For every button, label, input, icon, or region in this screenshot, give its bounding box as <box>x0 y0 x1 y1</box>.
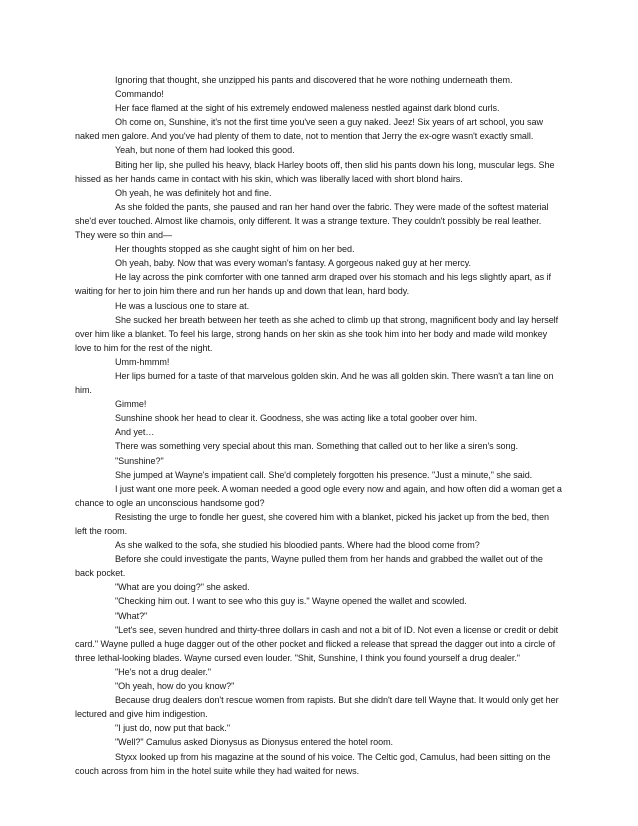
paragraph: Oh come on, Sunshine, it's not the first time you've seen a guy naked. Jeez! Six years of art school, you saw naked men galore. And you've had plenty of them to date, not to mention that Jerry the ex-ogre wasn't exactly small. <box>75 117 543 142</box>
paragraph: "Checking him out. I want to see who this guy is." Wayne opened the wallet and scowled. <box>115 596 467 607</box>
paragraph: Before she could investigate the pants, Wayne pulled them from her hands and grabbed the wallet out of the back pocket. <box>75 554 543 579</box>
paragraph: "Well?" Camulus asked Dionysus as Dionysus entered the hotel room. <box>115 737 394 748</box>
paragraph: Because drug dealers don't rescue women from rapists. But she didn't dare tell Wayne that. It would only get her lectured and give him indigestion. <box>75 695 559 720</box>
paragraph: He was a luscious one to stare at. <box>115 300 250 311</box>
paragraph: Umm-hmmm! <box>115 356 170 367</box>
document-page <box>75 73 563 778</box>
paragraph: Resisting the urge to fondle her guest, she covered him with a blanket, picked his jacket up from the bed, then left the room. <box>75 511 549 536</box>
paragraph: "He's not a drug dealer." <box>115 666 211 677</box>
paragraph: "What?" <box>115 610 148 621</box>
paragraph: I just want one more peek. A woman needed a good ogle every now and again, and how often did a woman get a chance to ogle an unconscious handsome god? <box>75 483 562 508</box>
paragraph: She sucked her breath between her teeth as she ached to climb up that strong, magnificent body and lay herself over him like a blanket. To feel his large, strong hands on her skin as she took him into her body and made wild monkey love to him for the rest of the night. <box>75 314 559 353</box>
paragraph: "I just do, now put that back." <box>115 723 231 734</box>
paragraph: Ignoring that thought, she unzipped his pants and discovered that he wore nothing underneath them. <box>115 75 513 85</box>
paragraph: Sunshine shook her head to clear it. Goodness, she was acting like a total goober over him. <box>115 413 478 424</box>
paragraph: Oh yeah, baby. Now that was every woman's fantasy. A gorgeous naked guy at her mercy. <box>115 258 472 269</box>
paragraph: "Oh yeah, how do you know?" <box>115 681 235 692</box>
paragraph: He lay across the pink comforter with one tanned arm draped over his stomach and his legs slightly apart, as if waiting for her to join him there and run her hands up and down that lean, hard body. <box>75 272 551 297</box>
paragraph: Oh yeah, he was definitely hot and fine. <box>115 187 272 198</box>
paragraph: And yet… <box>115 427 155 438</box>
paragraph: "Sunshine?" <box>115 455 164 466</box>
paragraph: Styxx looked up from his magazine at the sound of his voice. The Celtic god, Camulus, had been sitting on the couch across from him in the hotel suite while they had waited for news. <box>75 751 551 776</box>
paragraph: There was something very special about this man. Something that called out to her like a siren's song. <box>115 441 518 452</box>
paragraph: Commando! <box>115 89 164 100</box>
paragraph: Her thoughts stopped as she caught sight of him on her bed. <box>115 244 355 255</box>
paragraph: "What are you doing?" she asked. <box>115 582 250 593</box>
paragraph: Her face flamed at the sight of his extremely endowed maleness nestled against dark blond curls. <box>115 103 500 114</box>
paragraph: Yeah, but none of them had looked this good. <box>115 145 295 156</box>
paragraph: Her lips burned for a taste of that marvelous golden skin. And he was all golden skin. There wasn't a tan line on him. <box>75 370 554 396</box>
paragraph: As she walked to the sofa, she studied his bloodied pants. Where had the blood come from? <box>115 540 480 551</box>
paragraph: Gimme! <box>115 399 147 410</box>
paragraph: "Let's see, seven hundred and thirty-three dollars in cash and not a bit of ID. Not even a license or credit or debit card." Wayne pulled a huge dagger out of the other pocket and flicked a release that spread the dagger out into a circle of three lethal-looking blades. Wayne cursed even louder. "Shit, Sunshine, I think you found yourself a drug dealer." <box>75 624 559 663</box>
paragraph: She jumped at Wayne's impatient call. She'd completely forgotten his presence. "Just a minute," she said. <box>115 469 533 480</box>
paragraph: Biting her lip, she pulled his heavy, black Harley boots off, then slid his pants down his long, muscular legs. She hissed as her hands came in contact with his skin, which was liberally laced with short blond hairs. <box>75 159 555 184</box>
paragraph: As she folded the pants, she paused and ran her hand over the fabric. They were made of the softest material she'd ever touched. Almost like chamois, only different. It was a strange texture. They couldn't possibly be real leather. They were so thin and— <box>75 201 549 241</box>
